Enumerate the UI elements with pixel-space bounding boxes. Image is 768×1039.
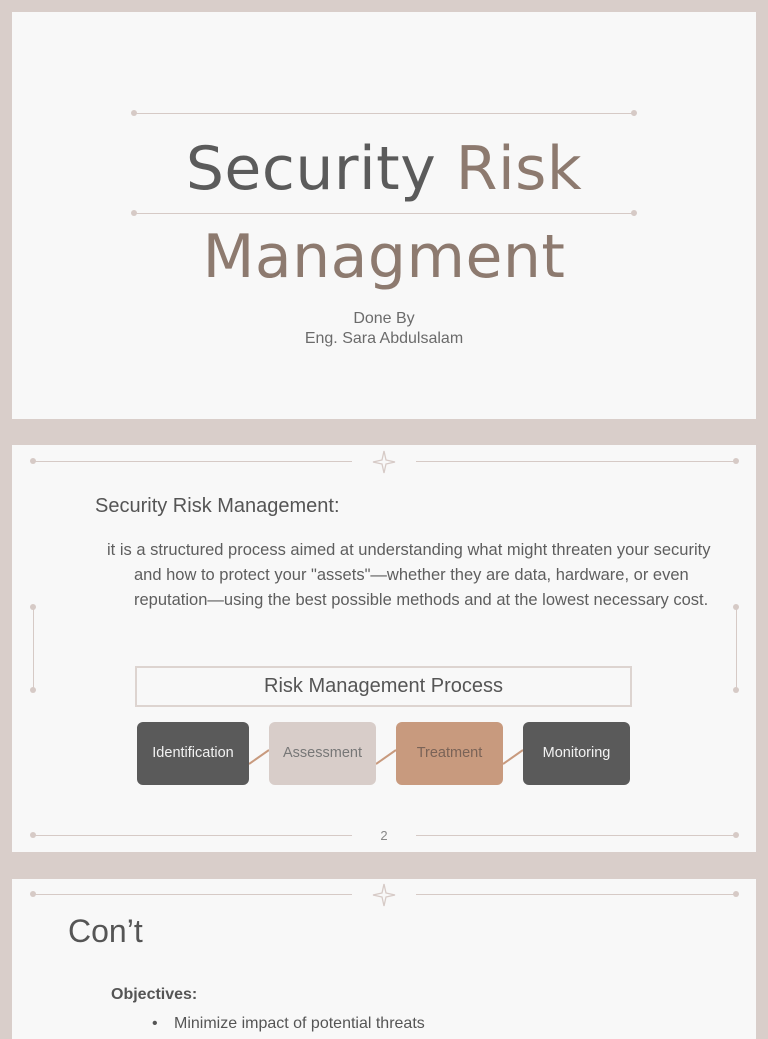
top-frame-line-left — [34, 461, 352, 462]
title-accent: Risk — [455, 134, 583, 204]
slide-definition — [12, 445, 756, 852]
divider-dot — [631, 210, 637, 216]
divider-dot — [131, 210, 137, 216]
divider-dot — [131, 110, 137, 116]
frame-dot — [30, 687, 36, 693]
bullet-text: Minimize impact of potential threats — [174, 1015, 425, 1032]
top-frame-line-right — [416, 894, 734, 895]
top-frame-line-right — [416, 461, 734, 462]
top-frame-line-left — [34, 894, 352, 895]
title-line-1 — [12, 134, 756, 204]
done-by-label: Done By — [353, 310, 415, 327]
author-name: Eng. Sara Abdulsalam — [304, 330, 464, 347]
section-heading: Security Risk Management: — [95, 495, 340, 517]
frame-dot — [733, 891, 739, 897]
page-number: 2 — [380, 828, 388, 843]
sparkle-icon — [372, 450, 396, 474]
title-line-2: Managment — [202, 222, 566, 292]
slide-continued — [12, 879, 756, 1039]
left-frame-line — [33, 608, 34, 688]
step-assessment: Assessment — [269, 722, 376, 785]
step-identification: Identification — [137, 722, 249, 785]
divider-dot — [631, 110, 637, 116]
middle-divider-line — [135, 213, 633, 214]
objectives-label: Objectives: — [111, 986, 198, 1003]
bullet-marker: • — [152, 1015, 158, 1032]
sparkle-icon — [372, 883, 396, 907]
step-connector — [249, 745, 269, 767]
title-part-1: Security — [185, 134, 456, 204]
step-connector — [376, 745, 396, 767]
frame-dot — [733, 458, 739, 464]
step-connector — [503, 745, 523, 767]
frame-dot — [733, 832, 739, 838]
slide-title — [12, 12, 756, 419]
step-treatment: Treatment — [396, 722, 503, 785]
frame-dot — [733, 687, 739, 693]
bottom-frame-line-left — [34, 835, 352, 836]
definition-text: it is a structured process aimed at understanding what might threaten your security and how to protect your "assets"—whether they are data, hardware, or even reputation—using the best possible methods and at the lowest necessary cost. — [107, 541, 711, 609]
bullet-item — [152, 1015, 425, 1033]
process-title-box: Risk Management Process — [135, 666, 632, 707]
top-divider-line — [135, 113, 633, 114]
bottom-frame-line-right — [416, 835, 734, 836]
step-monitoring: Monitoring — [523, 722, 630, 785]
slide-title: Con’t — [68, 913, 143, 949]
right-frame-line — [736, 608, 737, 688]
